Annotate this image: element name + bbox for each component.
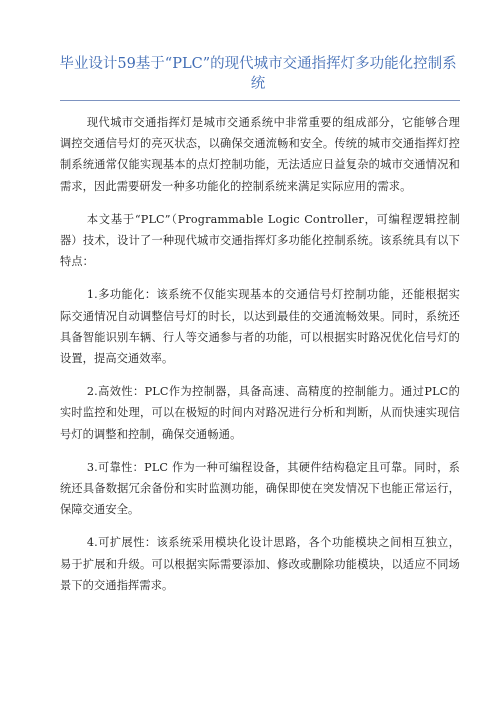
title-divider <box>60 100 460 101</box>
paragraph-feature-scalability: 4.可扩展性：该系统采用模块化设计思路，各个功能模块之间相互独立，易于扩展和升级。可以根据实际需要添加、修改或删除功能模块，以适应不同场景下的交通指挥需求。 <box>60 536 460 592</box>
paragraph-intro: 现代城市交通指挥灯是城市交通系统中非常重要的组成部分，它能够合理调控交通信号灯的亮灭状态，以确保交通流畅和安全。传统的城市交通指挥灯控制系统通常仅能实现基本的点灯控制功能，无法适应日益复杂的城市交通情况和需求，因此需要研发一种多功能化的控制系统来满足实际应用的需求。 <box>60 116 460 193</box>
paragraph-feature-efficiency: 2.高效性：PLC作为控制器，具备高速、高精度的控制能力。通过PLC的实时监控和处理，可以在极短的时间内对路况进行分析和判断，从而快速实现信号灯的调整和控制，确保交通畅通。 <box>60 385 460 441</box>
paragraph-plc-overview: 本文基于“PLC”（Programmable Logic Controller，可编程逻辑控制器）技术，设计了一种现代城市交通指挥灯多功能化控制系统。该系统具有以下特点： <box>60 212 460 269</box>
document-title: 毕业设计59基于“PLC”的现代城市交通指挥灯多功能化控制系统 <box>59 56 457 92</box>
paragraph-feature-reliability: 3.可靠性：PLC 作为一种可编程设备，其硬件结构稳定且可靠。同时，系统还具备数据冗余备份和实时监测功能，确保即使在突发情况下也能正常运行，保障交通安全。 <box>60 460 460 517</box>
document-body <box>60 112 460 596</box>
paragraph-feature-multifunction: 1.多功能化：该系统不仅能实现基本的交通信号灯控制功能，还能根据实际交通情况自动调整信号灯的时长，以达到最佳的交通流畅效果。同时，系统还具备智能识别车辆、行人等交通参与者的功能，可以根据实时路况优化信号灯的设置，提高交通效率。 <box>60 288 460 366</box>
